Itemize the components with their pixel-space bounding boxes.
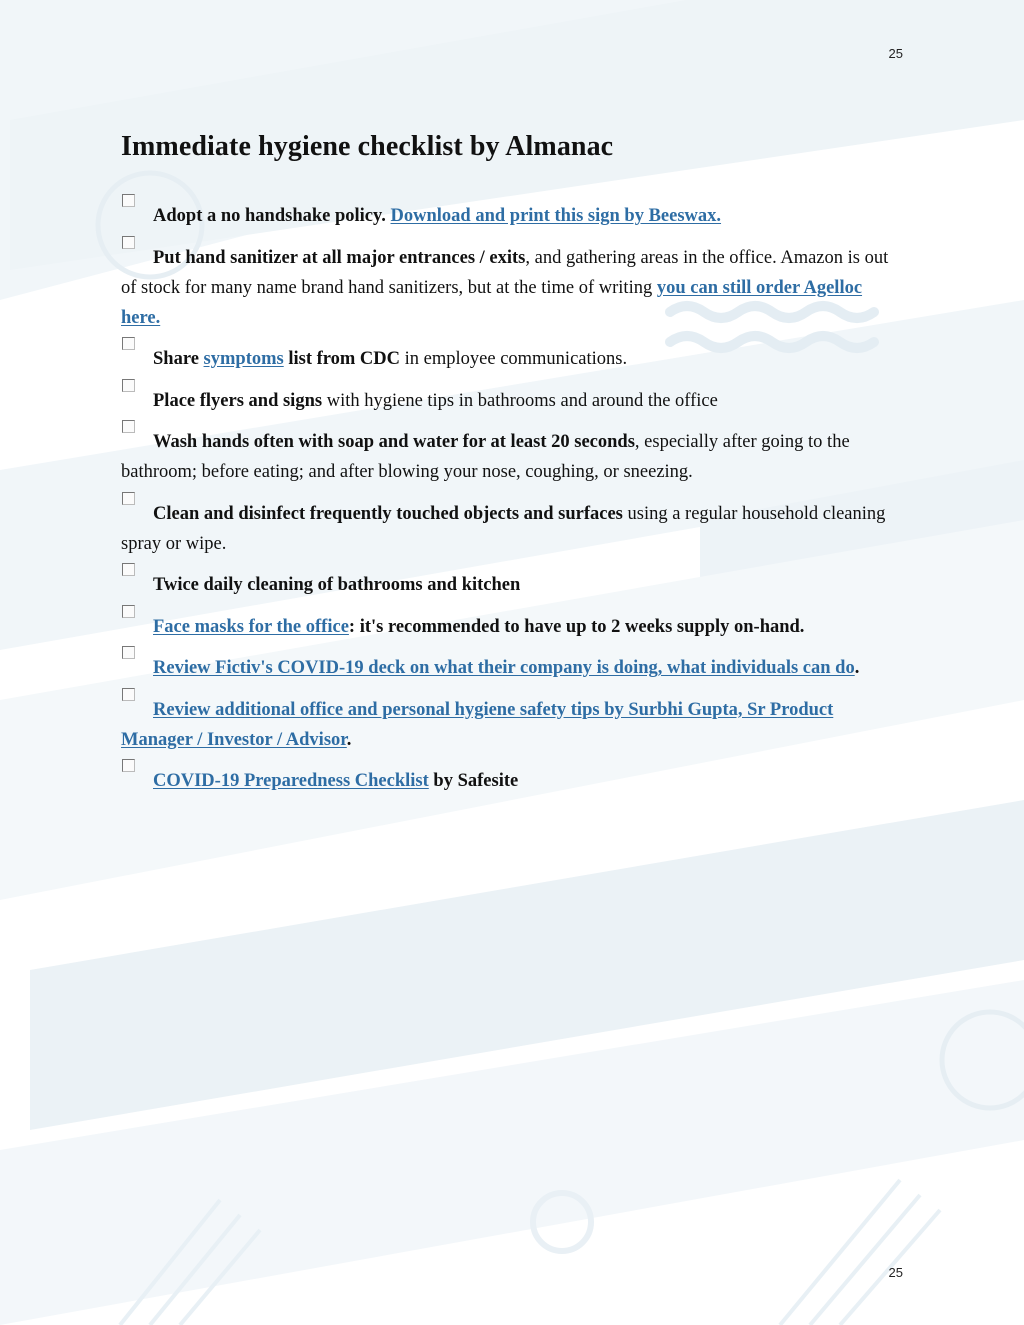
item-bold-text: Wash hands often with soap and water for at least 20 seconds: [153, 432, 635, 452]
checkbox-icon[interactable]: [122, 759, 135, 772]
checkbox-icon[interactable]: [122, 337, 135, 350]
item-bold-text: list from CDC: [283, 349, 401, 369]
item-bold-text: .: [346, 729, 352, 750]
checklist-item-fictiv-deck: [121, 646, 901, 683]
checklist-item-preparedness: [121, 759, 901, 796]
item-bold-text: Place flyers and signs: [153, 390, 323, 411]
checkbox-icon[interactable]: [122, 194, 135, 207]
hygiene-checklist: [121, 194, 901, 796]
item-text: , especially after going to the bathroom; before eating; and after blowing your nose, coughing, or sneezing.: [121, 432, 850, 482]
checklist-item-handshake: [121, 194, 901, 231]
checklist-item-flyers: [121, 379, 901, 416]
checklist-item-disinfect: [121, 492, 901, 559]
item-bold-text: Adopt a no handshake policy.: [153, 206, 391, 226]
fictiv-deck-link[interactable]: Review Fictiv's COVID-19 deck on what their company is doing, what individuals can do: [153, 658, 855, 678]
item-bold-text: : it's recommended to have up to 2 weeks supply on-hand.: [348, 616, 805, 637]
item-bold-text: .: [854, 658, 860, 678]
page-number-top: 25: [888, 46, 903, 61]
cdc-symptoms-link[interactable]: symptoms: [203, 349, 284, 369]
item-text: , and gathering areas in the office. Amazon is out of stock for many name brand hand sanitizers, but at the time of writing: [121, 247, 889, 298]
beeswax-sign-link[interactable]: Download and print this sign by Beeswax.: [390, 206, 722, 226]
checkbox-icon[interactable]: [122, 420, 135, 433]
checkbox-icon[interactable]: [122, 605, 135, 618]
face-masks-link[interactable]: Face masks for the office: [153, 616, 349, 637]
checkbox-icon[interactable]: [122, 688, 135, 701]
checklist-item-wash-hands: [121, 420, 901, 487]
item-text: using a regular household cleaning spray or wipe.: [121, 503, 886, 554]
agelloc-order-link[interactable]: you can still order Agelloc here.: [121, 277, 863, 328]
preparedness-checklist-link[interactable]: COVID-19 Preparedness Checklist: [153, 771, 429, 791]
item-bold-text: by Safesite: [428, 771, 519, 791]
checkbox-icon[interactable]: [122, 492, 135, 505]
item-bold-text: Twice daily cleaning of bathrooms and kitchen: [153, 575, 521, 595]
page-number-bottom: 25: [888, 1265, 903, 1280]
checkbox-icon[interactable]: [122, 236, 135, 249]
item-text: in employee communications.: [400, 349, 628, 369]
page-title: Immediate hygiene checklist by Almanac: [121, 131, 614, 162]
safety-tips-link[interactable]: Review additional office and personal hygiene safety tips by Surbhi Gupta, Sr Product Manager / Investor / Advisor: [121, 699, 834, 750]
checkbox-icon[interactable]: [122, 563, 135, 576]
checklist-item-symptoms: [121, 337, 901, 374]
checklist-item-sanitizer: [121, 236, 901, 333]
item-bold-text: Share: [153, 349, 204, 369]
checkbox-icon[interactable]: [122, 646, 135, 659]
checklist-item-safety-tips: [121, 688, 901, 755]
checkbox-icon[interactable]: [122, 379, 135, 392]
item-bold-text: Put hand sanitizer at all major entrances / exits: [153, 247, 526, 268]
checklist-item-face-masks: [121, 605, 901, 642]
checklist-item-cleaning: [121, 563, 901, 600]
item-text: with hygiene tips in bathrooms and around the office: [322, 390, 718, 411]
item-bold-text: Clean and disinfect frequently touched objects and surfaces: [153, 503, 623, 524]
